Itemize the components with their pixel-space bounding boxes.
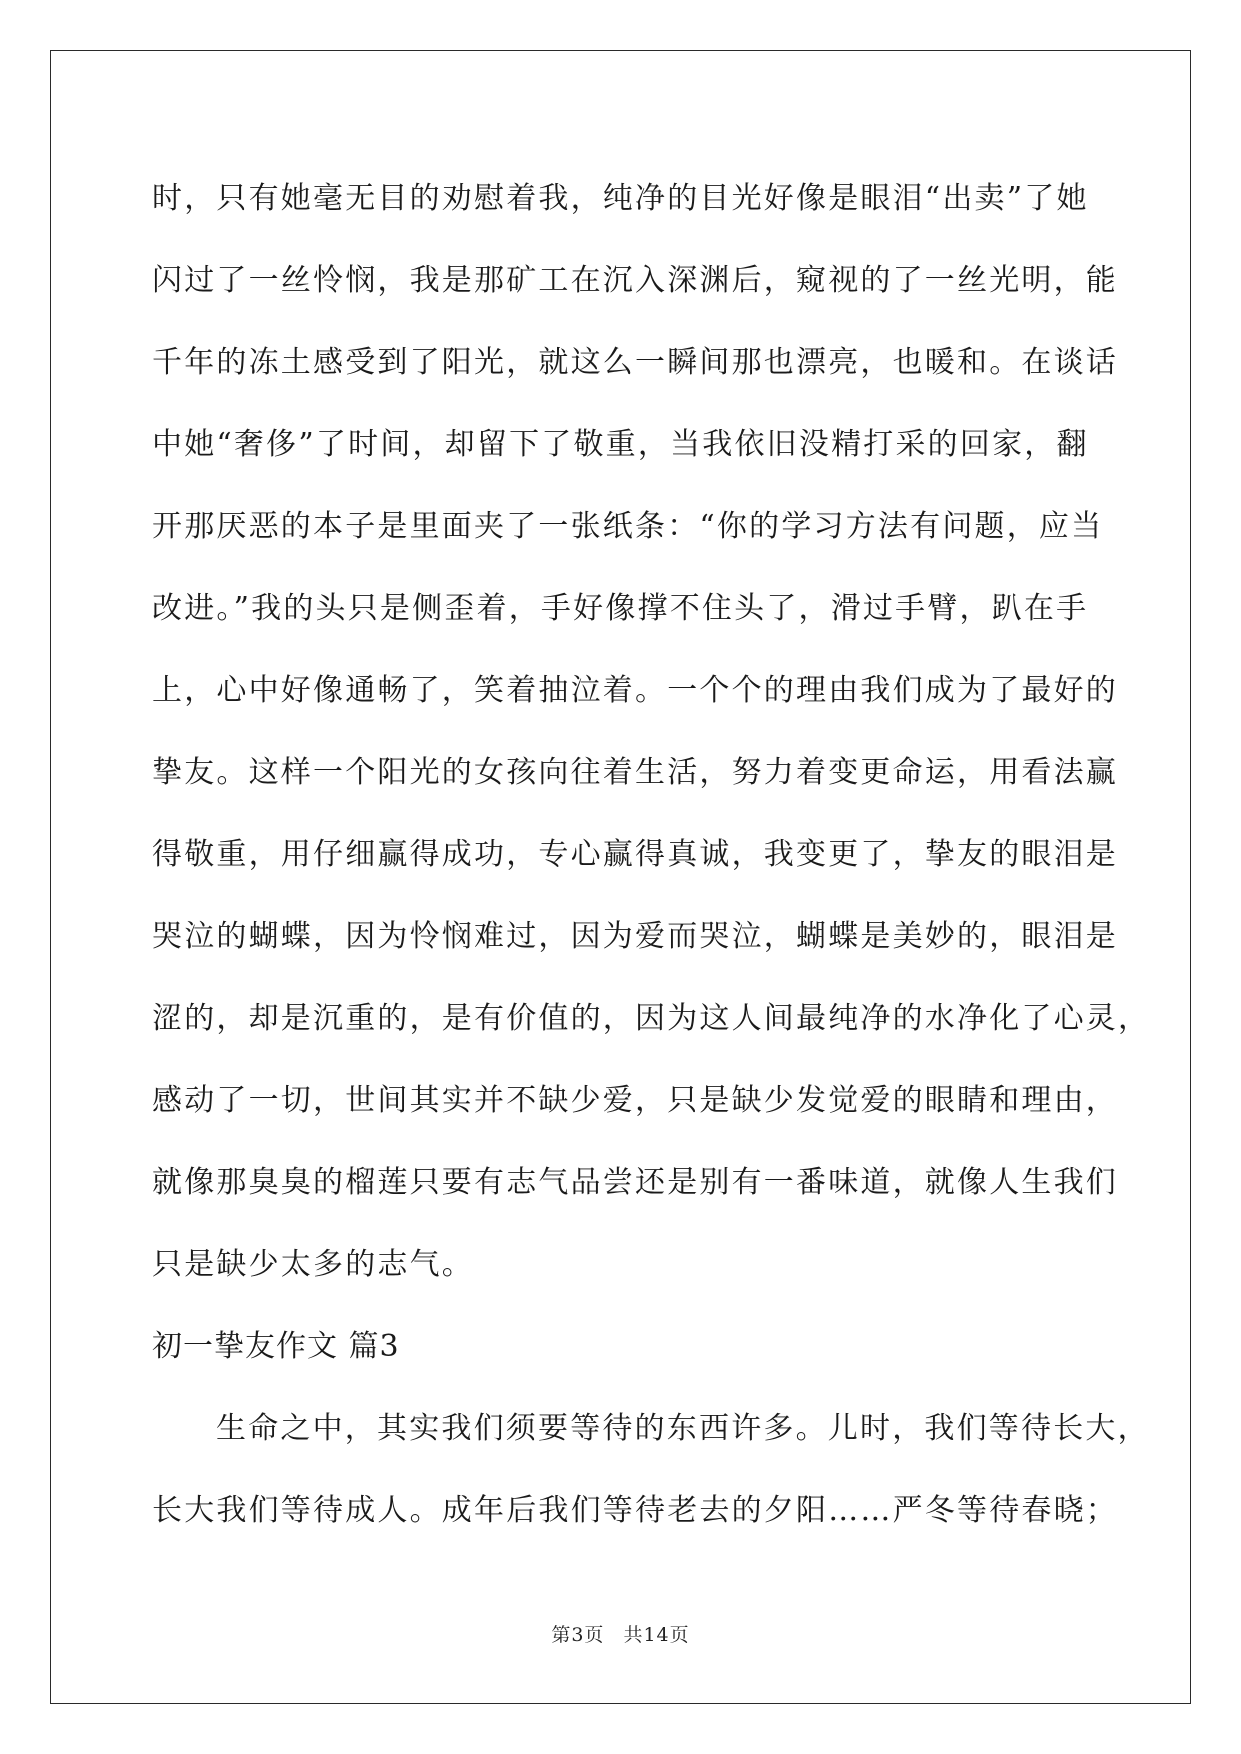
section-line: 生命之中，其实我们须要等待的东西许多。儿时，我们等待长大， [216,1411,1150,1446]
body-line: 闪过了一丝怜悯，我是那矿工在沉入深渊后，窥视的了一丝光明，能 [152,263,1118,298]
body-line: 涩的，却是沉重的，是有价值的，因为这人间最纯净的水净化了心灵， [152,1001,1151,1036]
body-line: 千年的冻土感受到了阳光，就这么一瞬间那也漂亮，也暖和。在谈话 [152,345,1118,380]
body-line: 就像那臭臭的榴莲只要有志气品尝还是别有一番味道，就像人生我们 [152,1165,1118,1200]
body-line: 挚友。这样一个阳光的女孩向往着生活，努力着变更命运，用看法赢 [152,755,1118,790]
section-heading: 初一挚友作文 篇3 [152,1329,400,1364]
body-line: 中她“奢侈”了时间，却留下了敬重，当我依旧没精打采的回家，翻 [152,427,1089,462]
body-line: 感动了一切，世间其实并不缺少爱，只是缺少发觉爱的眼睛和理由， [152,1083,1118,1118]
section-line: 长大我们等待成人。成年后我们等待老去的夕阳……严冬等待春晓； [152,1493,1118,1528]
body-line: 改进。”我的头只是侧歪着，手好像撑不住头了，滑过手臂，趴在手 [152,591,1089,626]
page-footer [0,1620,1241,1647]
page-number: 第3页 [551,1624,605,1646]
body-line: 上，心中好像通畅了，笑着抽泣着。一个个的理由我们成为了最好的 [152,673,1118,708]
body-line: 哭泣的蝴蝶，因为怜悯难过，因为爱而哭泣，蝴蝶是美妙的，眼泪是 [152,919,1118,954]
body-line: 开那厌恶的本子是里面夹了一张纸条：“你的学习方法有问题，应当 [152,509,1104,544]
page-total: 共14页 [623,1624,690,1646]
body-line: 时，只有她毫无目的劝慰着我，纯净的目光好像是眼泪“出卖”了她 [152,181,1089,216]
body-line: 只是缺少太多的志气。 [152,1247,474,1282]
body-line: 得敬重，用仔细赢得成功，专心赢得真诚，我变更了，挚友的眼泪是 [152,837,1118,872]
document-body [152,158,1151,1552]
